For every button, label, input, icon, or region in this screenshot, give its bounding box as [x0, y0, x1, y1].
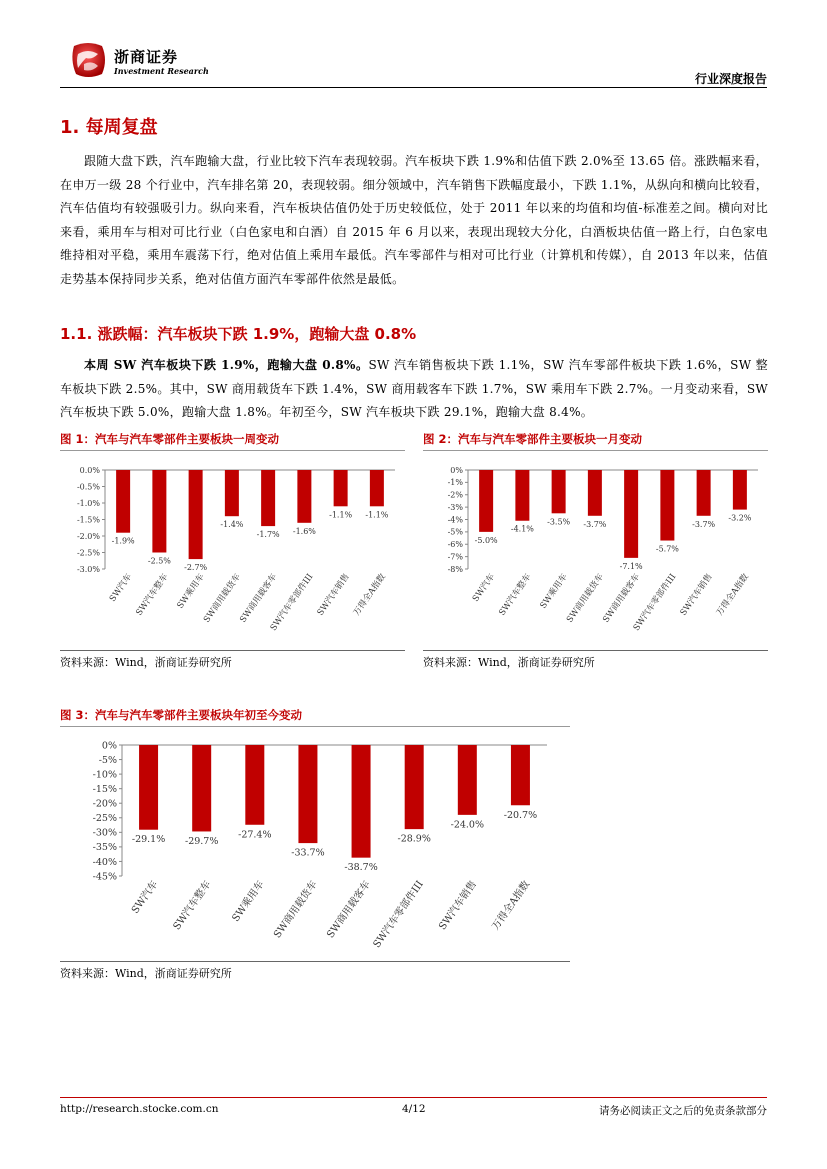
category-label: SW汽车 [107, 572, 135, 604]
category-label: SW汽车 [470, 572, 498, 604]
y-tick-label: -25% [92, 813, 117, 825]
bar-value-label: -1.6% [292, 526, 316, 536]
y-tick-label: -5% [98, 754, 117, 766]
y-tick-label: -4% [447, 515, 463, 525]
footer-disclaimer: 请务必阅读正文之后的免责条款部分 [599, 1105, 767, 1117]
bar [511, 745, 530, 805]
y-tick-label: -45% [92, 871, 117, 883]
bar-value-label: -29.1% [131, 834, 166, 846]
y-tick-label: -6% [447, 540, 463, 550]
figure-1-title: 图 1：汽车与汽车零部件主要板块一周变动 [60, 432, 280, 446]
bar-value-label: -3.7% [583, 519, 607, 529]
category-label: SW汽车整车 [497, 572, 534, 618]
bar-value-label: -3.7% [692, 519, 716, 529]
bar-value-label: -2.7% [184, 563, 208, 573]
y-tick-label: -7% [447, 552, 463, 562]
logo-en: Investment Research [114, 66, 209, 76]
y-tick-label: -5% [447, 527, 463, 537]
header-divider [60, 87, 767, 88]
category-label: SW汽车 [129, 879, 161, 916]
bar-value-label: -2.5% [147, 556, 171, 566]
figure-2-bottom-rule [423, 650, 768, 651]
bar [189, 470, 203, 559]
bar [479, 470, 493, 532]
y-tick-label: -8% [447, 564, 463, 574]
bar [733, 470, 747, 510]
figure-2-top-rule [423, 450, 768, 451]
bar-value-label: -3.5% [547, 517, 571, 527]
bar [515, 470, 529, 521]
section-title: 1. 每周复盘 [60, 117, 158, 138]
bar [697, 470, 711, 516]
footer-divider [60, 1097, 767, 1098]
bar [192, 745, 211, 831]
figure-3-bottom-rule [60, 961, 570, 962]
bar-value-label: -28.9% [397, 833, 431, 845]
bar [624, 470, 638, 558]
category-label: SW乘用车 [538, 572, 570, 611]
category-label: SW商用载客车 [601, 572, 643, 625]
bar [405, 745, 424, 829]
bar [116, 470, 130, 533]
category-label: SW商用载货车 [201, 572, 243, 625]
figure-3-title: 图 3：汽车与汽车零部件主要板块年初至今变动 [60, 708, 303, 722]
category-label: SW汽车零部件III [631, 572, 679, 633]
bar [139, 745, 158, 830]
category-label: SW汽车整车 [134, 572, 171, 618]
bar-value-label: -4.1% [510, 524, 534, 534]
subsection-title: 1.1. 涨跌幅：汽车板块下跌 1.9%，跑输大盘 0.8% [60, 325, 417, 343]
y-tick-label: -2.5% [76, 548, 100, 558]
bar-value-label: -1.7% [256, 530, 280, 540]
category-label: SW商用载客车 [238, 572, 280, 625]
subsection-rest: SW 汽车销售板块下跌 1.1%，SW 汽车零部件板块下跌 1.6%，SW 整车板块下跌 2.5%。其中，SW 商用载货车下跌 1.4%，SW 商用载客车下跌 1.7%，SW 乘用车下跌 2.7%。一月变动来看，SW 汽车板块下跌 5.0%，跑输大盘 1.8%。年初至今，SW 汽车板块下跌 29.1%，跑输大盘 8.4%。 [60, 358, 768, 419]
bar-value-label: -1.4% [220, 520, 244, 530]
y-tick-label: 0% [101, 740, 117, 752]
bar [660, 470, 674, 541]
category-label: 万得全A指数 [490, 879, 533, 933]
figure-2-chart [423, 455, 768, 650]
y-tick-label: -2% [447, 490, 463, 500]
y-tick-label: -3.0% [76, 564, 100, 574]
bar-value-label: -1.1% [365, 510, 389, 520]
y-tick-label: 0% [450, 465, 463, 475]
figure-1-top-rule [60, 450, 405, 451]
figure-3-source: 资料来源：Wind，浙商证券研究所 [60, 967, 232, 980]
company-logo [66, 40, 110, 80]
bar-value-label: -3.2% [728, 513, 752, 523]
bar-value-label: -1.9% [111, 536, 135, 546]
bar-value-label: -7.1% [619, 561, 643, 571]
bar [298, 745, 317, 843]
footer-url[interactable]: http://research.stocke.com.cn [60, 1103, 219, 1115]
category-label: 万得全A指数 [351, 572, 388, 618]
y-tick-label: -10% [92, 769, 117, 781]
subsection-paragraph [60, 354, 768, 425]
y-tick-label: -1.5% [76, 515, 100, 525]
category-label: SW乘用车 [230, 879, 267, 925]
y-tick-label: -2.0% [76, 531, 100, 541]
category-label: SW汽车整车 [171, 879, 214, 933]
bar-value-label: -38.7% [344, 862, 378, 874]
figure-1-source: 资料来源：Wind，浙商证券研究所 [60, 656, 232, 669]
section-paragraph: 跟随大盘下跌，汽车跑输大盘，行业比较下汽车表现较弱。汽车板块下跌 1.9%和估值下跌 2.0%至 13.65 倍。涨跌幅来看，在申万一级 28 个行业中，汽车排名第 20，表现较弱。细分领域中，汽车销售下跌幅度最小，下跌 1.1%，从纵向和横向比较看，汽车估值均有较强吸引力。纵向来看，汽车板块估值仍处于历史较低位，处于 2011 年以来的均值和均值-标准差之间。横向对比来看，乘用车与相对可比行业（白色家电和白酒）自 2015 年 6 月以来，表现出现较大分化，白酒板块估值一路上行，白色家电维持相对平稳，乘用车震荡下行，绝对估值上乘用车最低。汽车零部件与相对可比行业（计算机和传媒），自 2013 年以来，估值走势基本保持同步关系，绝对估值方面汽车零部件依然是最低。 [60, 154, 768, 286]
logo-cn: 浙商证券 [114, 48, 179, 66]
category-label: SW乘用车 [175, 572, 207, 611]
y-tick-label: -30% [92, 827, 117, 839]
figure-3-chart [60, 732, 570, 960]
figure-2-title: 图 2：汽车与汽车零部件主要板块一月变动 [423, 432, 643, 446]
bar [245, 745, 264, 825]
report-type: 行业深度报告 [694, 72, 767, 86]
y-tick-label: 0.0% [79, 465, 100, 475]
category-label: SW商用载客车 [325, 879, 373, 941]
bar-value-label: -1.1% [329, 510, 353, 520]
bar [334, 470, 348, 506]
bar-value-label: -29.7% [184, 835, 219, 847]
y-tick-label: -20% [92, 798, 117, 810]
category-label: SW汽车零部件III [268, 572, 316, 633]
y-tick-label: -3% [447, 502, 463, 512]
category-label: SW商用载货车 [564, 572, 606, 625]
category-label: SW汽车销售 [437, 879, 480, 933]
bar [370, 470, 384, 506]
bar [152, 470, 166, 553]
page-number: 4/12 [402, 1103, 426, 1115]
bar [297, 470, 311, 523]
subsection-lead: 本周 SW 汽车板块下跌 1.9%，跑输大盘 0.8%。 [84, 358, 369, 372]
bar [588, 470, 602, 516]
bar [458, 745, 477, 815]
figure-1-bottom-rule [60, 650, 405, 651]
y-tick-label: -40% [92, 856, 117, 868]
bar-value-label: -20.7% [503, 809, 538, 821]
y-tick-label: -35% [92, 842, 117, 854]
bar-value-label: -5.0% [474, 535, 498, 545]
bar [552, 470, 566, 513]
bar [225, 470, 239, 516]
category-label: SW汽车销售 [678, 572, 715, 618]
bar [261, 470, 275, 526]
bar-value-label: -27.4% [238, 829, 272, 841]
y-tick-label: -1.0% [76, 498, 100, 508]
category-label: SW汽车零部件III [371, 879, 426, 951]
bar [352, 745, 371, 858]
y-tick-label: -15% [92, 783, 117, 795]
category-label: 万得全A指数 [714, 572, 751, 618]
y-tick-label: -0.5% [76, 482, 100, 492]
bar-value-label: -33.7% [291, 847, 325, 859]
figure-1-chart [60, 455, 405, 650]
figure-2-source: 资料来源：Wind，浙商证券研究所 [423, 656, 595, 669]
bar-value-label: -5.7% [655, 544, 679, 554]
bar-value-label: -24.0% [450, 819, 485, 831]
y-tick-label: -1% [447, 478, 463, 488]
category-label: SW汽车销售 [315, 572, 352, 618]
figure-3-top-rule [60, 726, 570, 727]
category-label: SW商用载货车 [272, 879, 320, 941]
